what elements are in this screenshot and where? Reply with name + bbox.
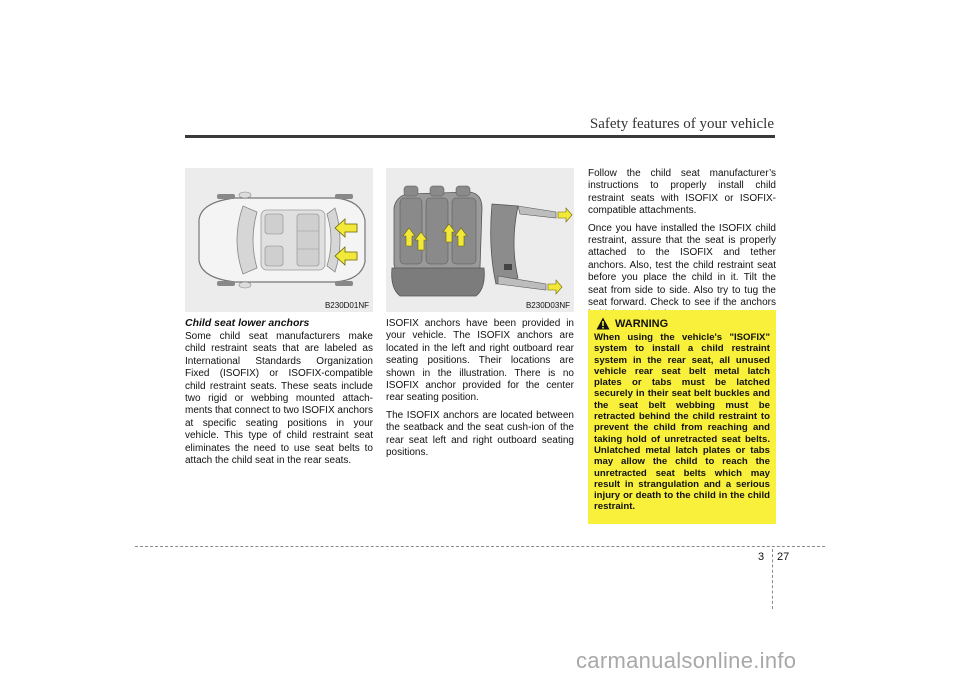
watermark: carmanualsonline.info xyxy=(576,648,797,673)
rear-seat-illustration xyxy=(386,168,574,312)
column-2 xyxy=(386,168,574,464)
page-number-divider xyxy=(772,549,773,609)
figure-code: B230D03NF xyxy=(525,301,570,310)
column-3 xyxy=(588,168,776,327)
body-paragraph: The ISOFIX anchors are located between the seatback and the seat cush-ion of the rear seat left and right outboard seating positions. xyxy=(386,409,574,459)
warning-body: When using the vehicle's "ISOFIX" system to install a child restraint system in the rear seat, all unused vehicle rear seat belt metal latch plates or tabs must be latched securely in their seat belt buckles and the seat belt webbing must be retracted behind the child restraint to prevent the child from reaching and taking hold of unretracted seat belts. Unlatched metal latch plates or tabs may allow the child to reach the unretracted seat belts which may result in strangulation and a serious injury or death to the child in the child restraint. xyxy=(594,332,770,513)
body-paragraph: Some child seat manufacturers make child restraint seats that are labeled as International Standards Organization Fixed (ISOFIX) or ISOFIX-compatible child restraint seats. These seats include two rigid or webbing mounted attach-ments that connect to two ISOFIX anchors at specific seating positions in your vehicle. This type of child restraint seat eliminates the need to use seat belts to attach the child seat in the rear seats. xyxy=(185,331,373,467)
footer-rule xyxy=(135,546,825,547)
warning-triangle-icon xyxy=(596,317,610,330)
warning-box xyxy=(588,310,776,524)
header-rule xyxy=(185,135,775,138)
figure-car-top-view xyxy=(185,168,373,312)
chapter-number: 3 xyxy=(758,551,765,563)
figure-rear-seat-anchors xyxy=(386,168,574,312)
body-paragraph: Follow the child seat manufacturer’s instructions to properly install child restraint seats with ISOFIX or ISOFIX-compatible attachments. xyxy=(588,168,776,217)
section-heading: Child seat lower anchors xyxy=(185,317,310,329)
column-1 xyxy=(185,168,373,472)
header-title: Safety features of your vehicle xyxy=(589,116,774,132)
body-paragraph: ISOFIX anchors have been provided in your vehicle. The ISOFIX anchors are located in the left and right outboard rear seating positions. Their locations are shown in the illustration. There is no ISOFIX anchor provided for the center rear seating position. xyxy=(386,318,574,404)
body-paragraph: Once you have installed the ISOFIX child restraint, assure that the seat is properly attached to the ISOFIX and tether anchors. Also, test the child restraint seat before you place the child in it. Tilt the seat from side to side. Also try to tug the seat forward. Check to see if the anchors xyxy=(588,222,776,309)
page-number: 27 xyxy=(777,551,790,563)
warning-title: WARNING xyxy=(615,317,669,330)
figure-code: B230D01NF xyxy=(324,301,369,310)
warning-header xyxy=(596,317,770,330)
car-top-view-illustration xyxy=(185,168,373,312)
